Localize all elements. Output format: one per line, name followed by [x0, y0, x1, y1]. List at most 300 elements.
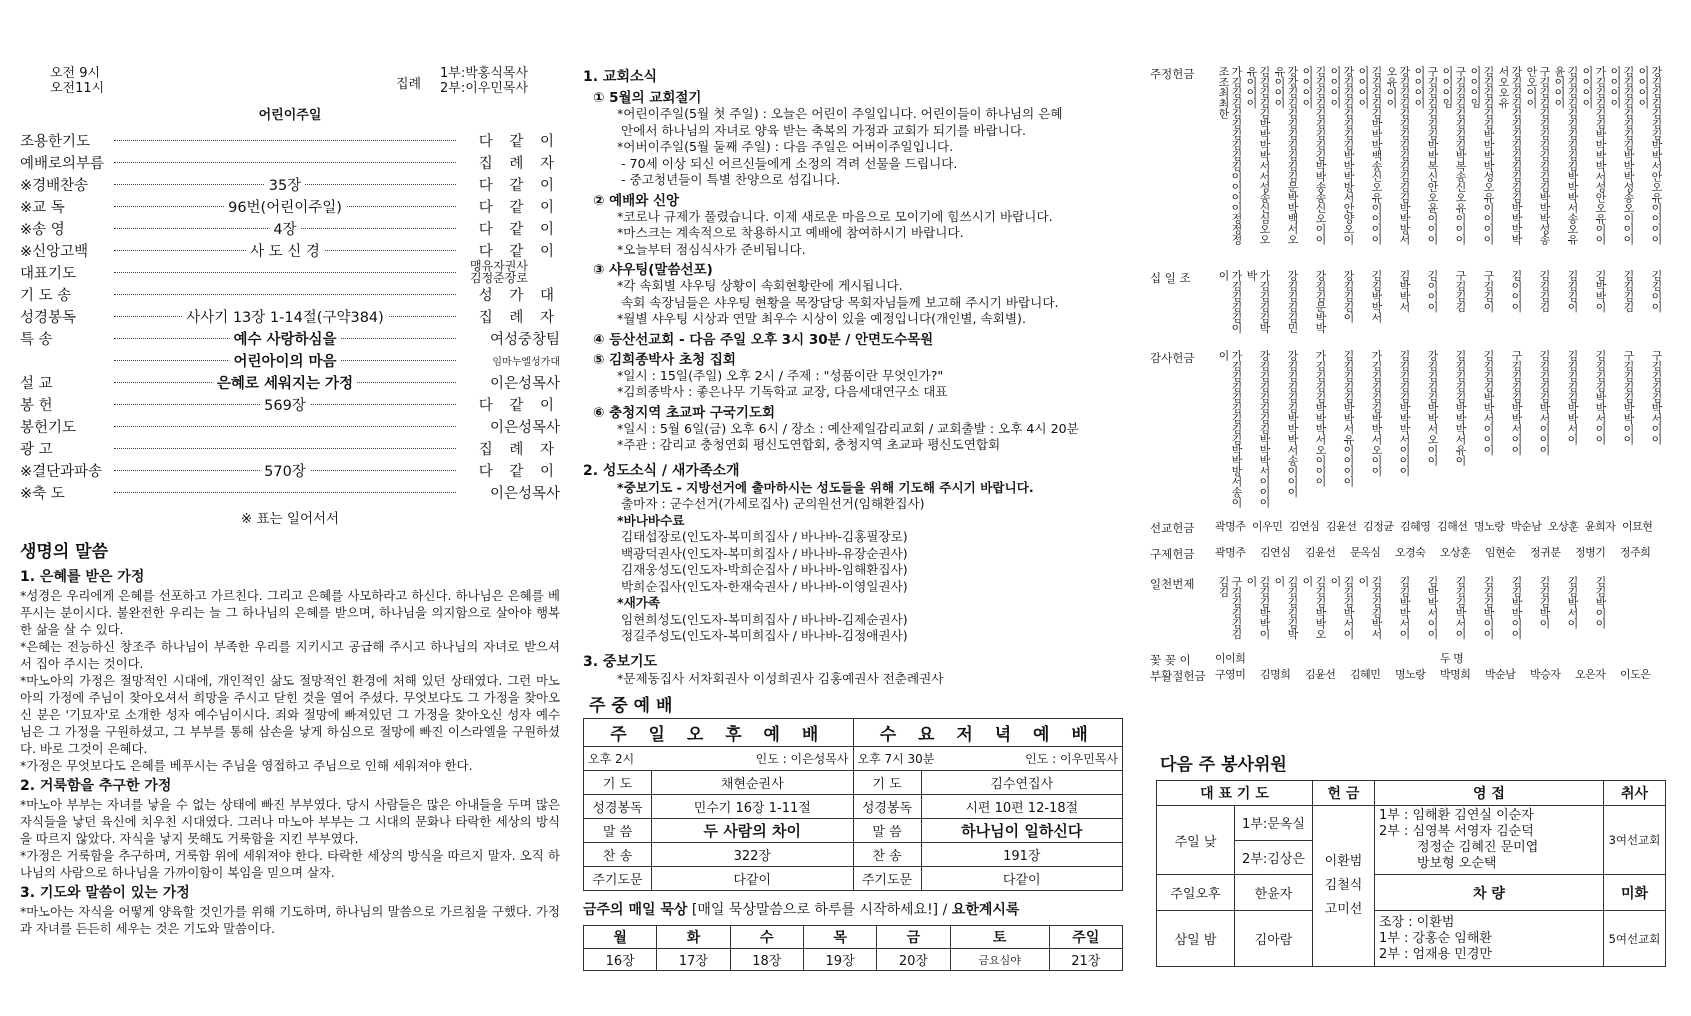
offering-names: 김연심 — [1289, 520, 1320, 533]
order-label: ※축 도 — [20, 485, 65, 502]
order-leader: 다 같 이 — [478, 397, 560, 414]
news-line: *오늘부터 점심식사가 준비됩니다. — [617, 241, 806, 257]
sermon-section — [20, 537, 560, 937]
member-line: 백광덕권사(인도자-복미희집사 / 바나바-유장순권사) — [617, 545, 908, 561]
order-row — [20, 415, 560, 437]
midweek-value: 두 사람의 차이 — [652, 819, 854, 843]
offering-names: 김김박박서이 — [1398, 576, 1411, 639]
leader-dots — [114, 331, 456, 348]
offering-label: 부활절헌금 — [1150, 669, 1206, 683]
midweek-label: 말 씀 — [584, 819, 652, 843]
leader-dots — [114, 309, 456, 326]
order-row — [20, 481, 560, 503]
wednesday-title: 수 요 저 녁 예 배 — [853, 719, 1123, 747]
midweek-row — [584, 867, 1123, 891]
offering-names: 구김김김 — [1454, 270, 1467, 312]
offering-label: 꽃 꽂 이 — [1150, 653, 1191, 667]
prayer-heading: 3. 중보기도 — [583, 653, 658, 670]
offering-names: 가김김김김김김김김박박방서송이이 — [1217, 350, 1243, 508]
offering-names: 이도은 — [1620, 668, 1651, 681]
order-label: 특 송 — [20, 331, 53, 348]
midweek-row — [584, 843, 1123, 867]
offering-names: 이묘현 — [1622, 520, 1653, 533]
offering-names: 구김김이 — [1482, 270, 1495, 312]
weekday: 월 — [584, 926, 657, 949]
order-item: 어린아이의 마음 — [229, 350, 340, 371]
order-row — [20, 195, 560, 217]
leader-dots — [114, 221, 456, 238]
offering-names: 강김김김김박박서오이이 — [1426, 350, 1439, 466]
officiant-label: 집례 — [396, 77, 422, 92]
sermon-paragraph: *마노아 부부는 자녀를 낳을 수 없는 상태에 빠진 부부였다. 당시 사람들은 많은 아내들을 두며 많은 자식들을 낳던 육신에 치우친 시대였다. 그러나 마노아 부부는 그 시대의 문화나 타락한 세상의 방식을 따르지 않았다. 자식을 낳지 못해도 거룩함을 지킨 부부였다. — [20, 797, 560, 846]
midweek-label: 기 도 — [584, 771, 652, 795]
weekday: 토 — [950, 926, 1049, 949]
order-item: 569장 — [260, 394, 310, 415]
order-label: ※신앙고백 — [20, 243, 89, 260]
member-line: 김재웅성도(인도자-박희순집사 / 바나바-임해환집사) — [617, 562, 908, 577]
leader-dots — [114, 463, 456, 480]
order-row — [20, 459, 560, 481]
leader-dots — [114, 177, 456, 194]
order-item: 570장 — [260, 460, 310, 481]
offering-names: 김김김김김박박서이 — [1566, 350, 1579, 445]
member-line: 김태섭장로(인도자-복미희집사 / 바나바-김홍필장로) — [617, 529, 908, 544]
offering-names: 김김김박서이 — [1454, 576, 1467, 639]
meditation-hymn: 20장 — [877, 949, 950, 971]
offering-names: 임현순 — [1485, 546, 1516, 559]
order-leader: 이은성목사 — [489, 419, 560, 436]
offering-names: 구김김김김김김박박복신안오윤이이이이이이이 — [1413, 66, 1439, 245]
sermon-paragraph: *가정은 거룩함을 추구하며, 거룩함 위에 세워져야 한다. 타락한 세상의 방식을 따르지 말자. 오직 하나님의 사람으로 하나님을 가까이함이 복임을 믿으며 살자. — [20, 848, 560, 880]
midweek-row — [584, 795, 1123, 819]
offering-names: 김김김박서이이 — [1329, 576, 1355, 639]
offering-names: 강김김김김김박박박서송이이이 — [1286, 350, 1299, 497]
order-item: 사 도 신 경 — [246, 240, 324, 261]
order-row — [20, 239, 560, 261]
order-row — [20, 371, 560, 393]
duty-header: 헌 금 — [1313, 781, 1375, 806]
order-label: 성경봉독 — [20, 309, 77, 326]
offering-names: 김김김김김김김김김김박박박서송오유윤이이이 — [1553, 66, 1579, 245]
order-row — [20, 217, 560, 239]
offering-names: 김김김박박오이 — [1301, 576, 1327, 639]
offering-names: 이이희 — [1215, 652, 1246, 665]
prayer-list: *문제동집사 서차회권사 이성희권사 김홍예권사 전춘례권사 — [617, 670, 944, 686]
member-line: 박희순집사(인도자-한재숙권사 / 바나바-이영일권사) — [617, 578, 908, 594]
offering-helper: 고미선 — [1324, 902, 1363, 917]
news-line: *어버이주일(5월 둘째 주일) : 다음 주일은 어버이주일입니다. — [617, 139, 954, 154]
offering-names: 강김김김이 — [1342, 270, 1355, 323]
order-row — [20, 327, 560, 349]
greeter-line: 방보형 오순택 — [1417, 856, 1497, 871]
sermon-point: 3. 기도와 말씀이 있는 가정 — [20, 885, 190, 901]
order-leader: 다 같 이 — [478, 177, 560, 194]
meditation-desc: [매일 묵상말씀으로 하루를 시작하세요!] — [691, 902, 939, 918]
offering-names: 곽명주 — [1215, 546, 1246, 559]
order-row — [20, 393, 560, 415]
offering-names: 강김김김김민 — [1286, 270, 1299, 333]
worship-order-column — [20, 0, 560, 937]
order-label: 기 도 송 — [20, 287, 72, 304]
sunday-pm-title: 주 일 오 후 예 배 — [584, 719, 854, 747]
meditation-hymn: 금요심야 — [950, 949, 1049, 971]
offering-names: 김박박서이이 — [1426, 576, 1439, 639]
offering-names: 강김김김김김김박박서안오유이이이이이이이이 — [1637, 66, 1663, 245]
order-label: 조용한기도 — [20, 133, 91, 150]
member-line: *중보기도 - 지방선거에 출마하시는 성도들을 위해 기도해 주시기 바랍니다. — [617, 479, 1034, 495]
offering-names: 김정균 — [1363, 520, 1394, 533]
offering-names: 오상훈 — [1440, 546, 1471, 559]
midweek-value: 322장 — [652, 843, 854, 867]
leader-dots — [114, 199, 456, 216]
members-heading: 2. 성도소식 / 새가족소개 — [583, 462, 740, 479]
order-leader: 맹유자권사 김정준장로 — [470, 259, 528, 285]
offering-names: 구김김김김박박서이이 — [1510, 350, 1523, 455]
service-header — [20, 66, 560, 102]
member-line: 출마자 : 군수선거(가세로집사) 군의원선거(임해환집사) — [617, 496, 925, 511]
wednesday-leader: 인도 : 이우민목사 — [1025, 752, 1118, 766]
sermon-title: 생명의 말씀 — [20, 542, 109, 562]
offering-names: 김김김김김김박박박박성오유이이이이이이이임 — [1469, 66, 1495, 245]
flower-header: 미화 — [1604, 875, 1666, 911]
order-label: 대표기도 — [20, 265, 77, 282]
offering-names: 박순남 — [1485, 668, 1516, 681]
offering-label: 주정헌금 — [1150, 67, 1195, 81]
news-subheading: ⑥ 충청지역 초교파 구국기도회 — [593, 404, 776, 421]
greeter-line: 정정순 김혜진 문미엽 — [1417, 840, 1539, 855]
offering-names: 김김김김김박박박서유이 — [1454, 350, 1467, 466]
midweek-value: 시편 10편 12-18절 — [921, 795, 1123, 819]
news-line: *일시 : 15일(주일) 오후 2시 / 주제 : "성품이란 무엇인가?" — [617, 367, 944, 383]
offering-names: 오상훈 — [1548, 520, 1579, 533]
preacher: 1부:박홍식목사 — [440, 66, 528, 81]
order-item: 사사기 13장 1-14절(구약384) — [182, 306, 388, 327]
offering-names: 강김김김김김김김김김김김김박박방서오유이이 — [1385, 66, 1411, 245]
news-line: *월별 샤우팅 시상과 연말 최우수 시상이 있을 예정입니다(개인별, 속회별). — [617, 311, 1026, 326]
order-leader: 다 같 이 — [478, 463, 560, 480]
news-subheading: ③ 샤우팅(말씀선포) — [593, 262, 713, 278]
order-row — [20, 129, 560, 151]
offering-names: 김김박박서 — [1370, 270, 1383, 323]
sermon-paragraph: *마노아의 가정은 절망적인 시대에, 개인적인 삶도 절망적인 환경에 처해 있던 상태였다. 그런 마노아의 가정에 주님이 찾아오셔서 희망을 주시고 닫힌 것을 열어 주셨다. 무엇보다도 그 가정을 찾아오신 분은 '기묘자'로 소개한 성자 예수님이시다. 죄와 절망에 빠져있던 그 가정을 찾아오신 성자 예수님은 그 가정을 구원하셨고, 그 부부를 통해 삼손을 낳게 하심으로 절망에 빠진 이스라엘을 구원하셨다. 바로 그것이 은혜다. — [20, 673, 560, 756]
meditation-hymn: 21장 — [1049, 949, 1122, 971]
midweek-value: 191장 — [921, 843, 1123, 867]
offering-label: 감사헌금 — [1150, 351, 1195, 365]
order-leader: 성 가 대 — [478, 287, 560, 304]
midweek-value: 김수연집사 — [921, 771, 1123, 795]
midweek-label: 찬 송 — [584, 843, 652, 867]
offering-names: 김김김김 — [1622, 270, 1635, 312]
vehicle-line: 1부 : 강홍순 임해환 — [1379, 930, 1492, 946]
offering-helper: 이환범 — [1324, 854, 1363, 869]
duty-person: 1부:문옥실 — [1235, 806, 1313, 841]
news-line: 안에서 하나님의 자녀로 양육 받는 축복의 가정과 교회가 되기를 바랍니다. — [617, 122, 1027, 138]
order-leader: 집 례 자 — [478, 309, 560, 326]
order-label: 봉헌기도 — [20, 419, 77, 436]
offering-names: 정병기 — [1575, 546, 1606, 559]
wednesday-time: 오후 7시 30분 — [857, 752, 935, 766]
duty-label: 주일오후 — [1157, 875, 1235, 911]
offering-names: 가김김김김박박 — [1245, 270, 1271, 333]
offering-names: 곽명주 — [1215, 520, 1246, 533]
member-line: 정길주성도(인도자-복미희집사 / 바나바-김정애권사) — [617, 628, 908, 643]
news-line: 속회 속장님들은 샤우팅 현황을 목장담당 목회자님들께 보고해 주시기 바랍니다. — [617, 294, 1059, 310]
leader-dots — [114, 397, 456, 414]
meditation-title: 금주의 매일 묵상 — [583, 902, 688, 918]
midweek-table — [583, 718, 1123, 891]
offering-names: 김윤선 — [1326, 520, 1357, 533]
offering-names: 명노랑 — [1395, 668, 1426, 681]
order-leader: 임마누엘성가대 — [492, 356, 560, 368]
midweek-value: 다같이 — [652, 867, 854, 891]
leader-dots — [114, 140, 456, 141]
offering-names: 김김김김박박서이이이 — [1482, 350, 1495, 455]
order-item: 4장 — [269, 218, 300, 239]
offering-label: 일천번제 — [1150, 577, 1195, 591]
offering-names: 강김김김김김김김박박박방서안양오이이이이이 — [1329, 66, 1355, 245]
order-leader: 집 례 자 — [478, 155, 560, 172]
offering-names: 가김김김김박박박서오이이이 — [1314, 350, 1327, 487]
midweek-title: 주 중 예 배 — [589, 696, 673, 716]
sermon-point: 1. 은혜를 받은 가정 — [20, 569, 145, 585]
meditation-hymn: 16장 — [584, 949, 657, 971]
duty-table — [1156, 780, 1666, 967]
offering-names: 오은자 — [1575, 668, 1606, 681]
offering-names: 김김김박박이이 — [1245, 576, 1271, 639]
offering-names: 강김김문박박 — [1314, 270, 1327, 333]
news-line: *마스크는 계속적으로 착용하시고 예배에 참여하시기 바랍니다. — [617, 225, 964, 240]
order-label: ※경배찬송 — [20, 177, 89, 194]
offering-names: 오경숙 — [1395, 546, 1426, 559]
offering-label: 구제헌금 — [1150, 547, 1195, 561]
day-title: 어린이주일 — [258, 108, 322, 123]
duty-header: 취사 — [1604, 781, 1666, 806]
offering-names: 가김김김김김박박서오이이 — [1370, 350, 1383, 476]
sermon-paragraph: *가정은 무엇보다도 은혜를 베푸시는 주님을 영접하고 주님으로 인해 세워져야 한다. — [20, 758, 473, 773]
meditation-hymn: 17장 — [657, 949, 730, 971]
order-label: ※결단과파송 — [20, 463, 103, 480]
duty-label: 삼일 밤 — [1157, 911, 1235, 967]
midweek-value: 채현순권사 — [652, 771, 854, 795]
order-leader: 다 같 이 — [478, 221, 560, 238]
offering-names: 김김김김김박박서유이이이이 — [1342, 350, 1355, 487]
offering-names: 김김김김김박박박박서서성송신심오오유이이이 — [1245, 66, 1271, 245]
midweek-row — [584, 771, 1123, 795]
order-of-worship — [20, 129, 560, 503]
order-row — [20, 151, 560, 173]
midweek-label: 성경봉독 — [584, 795, 652, 819]
leader-dots — [114, 448, 456, 449]
news-line: *김희종박사 : 좋은나무 기독학교 교장, 다음세대연구소 대표 — [617, 384, 948, 399]
offering-names: 구김김김김김김김김김김김박박박성송안오이이 — [1525, 66, 1551, 245]
leader-dots — [114, 426, 456, 427]
midweek-label: 주기도문 — [584, 867, 652, 891]
offering-names: 문옥심 — [1350, 546, 1381, 559]
midweek-value: 민수기 16장 1-11절 — [652, 795, 854, 819]
meditation-table — [583, 925, 1123, 971]
leader-dots — [114, 294, 456, 295]
weekday: 화 — [657, 926, 730, 949]
offering-names: 김김김김김김김김박박박성송오이이이이이이이 — [1609, 66, 1635, 245]
news-subheading: ① 5월의 교회절기 — [593, 90, 702, 106]
news-line: *주관 : 감리교 충청연회 평신도연합회, 충청지역 초교파 평신도연합회 — [617, 437, 1001, 452]
order-leader: 집 례 자 — [478, 441, 560, 458]
duty-header: 대 표 기 도 — [1157, 781, 1313, 806]
meditation-line: 금주의 매일 묵상 [매일 묵상말씀으로 하루를 시작하세요!] / 요한계시록 — [583, 902, 1020, 918]
offering-names: 김박박이 — [1594, 270, 1607, 312]
sermon-paragraph: *성경은 우리에게 은혜를 선포하고 가르친다. 그리고 은혜를 사모하라고 하신다. 하나님은 은혜를 베푸시는 분이시다. 불완전한 우리는 늘 그 하나님의 은혜를 받으며, 하나님을 의지함으로 살아야 행복한 삶을 살 수 있다. — [20, 588, 560, 637]
offering-names: 김김김김김박박박서이이이 — [1398, 350, 1411, 476]
offering-names: 정귀분 — [1530, 546, 1561, 559]
sunday-pm-leader: 인도 : 이은성목사 — [755, 752, 849, 766]
order-row — [20, 349, 560, 371]
member-line: *새가족 — [617, 595, 661, 610]
offering-names: 강김김김김김김김박박박서이이이 — [1258, 350, 1271, 508]
offering-names: 김김김김김박박박백송신오유이이이이이이이이 — [1357, 66, 1383, 245]
order-row — [20, 261, 560, 283]
order-leader: 다 같 이 — [478, 243, 560, 260]
offering-names: 김김박박이이 — [1510, 576, 1523, 639]
news-line: *일시 : 5월 6일(금) 오후 6시 / 장소 : 예산제일감리교회 / 교회출발 : 오후 4시 20분 — [617, 420, 1079, 436]
news-line: *어린이주일(5월 첫 주일) : 오늘은 어린이 주일입니다. 어린이들이 하나님의 은혜 — [617, 106, 1063, 121]
order-row — [20, 283, 560, 305]
order-leader: 다 같 이 — [478, 199, 560, 216]
order-label: 봉 헌 — [20, 397, 53, 414]
order-item: 예수 사랑하심을 — [229, 328, 340, 349]
offering-names: 김김김김김박서이이이 — [1538, 350, 1551, 455]
vehicle-line: 2부 : 엄재용 민경만 — [1379, 946, 1492, 962]
news-line: *코로나 규제가 풀렸습니다. 이제 새로운 마음으로 모이기에 힘쓰시기 바랍니다. — [617, 208, 1053, 224]
news-line: - 중고청년들이 특별 찬양으로 섬깁니다. — [617, 172, 841, 187]
rise-note: ※ 표는 일어서서 — [240, 511, 340, 527]
leader-dots — [114, 492, 456, 493]
order-row — [20, 437, 560, 459]
order-row — [20, 173, 560, 195]
vehicle-line: 조장 : 이환범 — [1379, 914, 1455, 930]
order-item: 35장 — [265, 174, 305, 195]
offering-names: 구김김김김박서이이 — [1650, 350, 1663, 445]
offering-names: 김윤선 — [1305, 668, 1336, 681]
offering-names: 김해선 — [1437, 520, 1468, 533]
member-line: *바나바수료 — [617, 512, 685, 528]
meditation-hymn: 19장 — [803, 949, 876, 971]
offering-names: 이우민 — [1252, 520, 1283, 533]
order-leader: 이은성목사 — [489, 375, 560, 392]
leader-dots — [114, 353, 456, 370]
offering-names: 김박박서 — [1398, 270, 1411, 312]
offering-names: 김김김김 — [1538, 270, 1551, 312]
midweek-value: 다같이 — [921, 867, 1123, 891]
offering-names: 김혜민 — [1350, 668, 1381, 681]
offering-names: 가김김김김김김김김김이이이이정정정조조최최한 — [1217, 66, 1243, 245]
weekday: 목 — [803, 926, 876, 949]
weekday: 수 — [730, 926, 803, 949]
offering-names: 김김김이 — [1566, 270, 1579, 312]
offering-names: 김김김김김김김김김박박송송신오이이이이이이 — [1301, 66, 1327, 245]
offering-names: 김김김박이이 — [1482, 576, 1495, 639]
midweek-value: 하나님이 일하신다 — [921, 819, 1123, 843]
offering-names: 김혜영 — [1400, 520, 1431, 533]
duty-header: 영 접 — [1375, 781, 1604, 806]
order-item: 96번(어린이주일) — [224, 196, 346, 217]
offering-names: 구김김김김김김김 — [1217, 576, 1243, 639]
weekday: 주일 — [1049, 926, 1122, 949]
sermon-paragraph: *은혜는 전능하신 창조주 하나님이 부족한 우리를 지키시고 공급해 주시고 하나님의 자녀로 받으셔서 집아 주시는 것이다. — [20, 639, 560, 671]
sermon-point: 2. 거룩함을 추구한 가정 — [20, 778, 172, 794]
news-line: *각 속회별 샤우팅 상황이 속회현황란에 게시됩니다. — [617, 278, 903, 293]
offering-names: 정주희 — [1620, 546, 1651, 559]
offering-names: 박승자 — [1530, 668, 1561, 681]
offering-names: 강김김김김김김김김김김김김박박박박서오오유 — [1497, 66, 1523, 245]
order-label: 예배로의부름 — [20, 155, 105, 172]
meditation-book: 요한계시록 — [951, 902, 1020, 918]
offering-label: 선교헌금 — [1150, 521, 1195, 535]
offering-helper: 김철식 — [1324, 878, 1363, 893]
meditation-hymn: 18장 — [730, 949, 803, 971]
duty-person: 김아람 — [1235, 911, 1313, 967]
leader-dots — [114, 162, 456, 163]
offering-names: 김김김김김박이 — [1273, 576, 1299, 639]
offering-names: 두 명 — [1440, 652, 1464, 665]
order-item: 은혜로 세워지는 가정 — [213, 372, 357, 393]
preacher: 2부:이우민목사 — [440, 81, 528, 96]
order-label: ※송 영 — [20, 221, 65, 238]
offering-names: 김김박이이 — [1594, 576, 1607, 629]
order-label: 설 교 — [20, 375, 53, 392]
midweek-label: 주기도문 — [853, 867, 921, 891]
order-leader: 여성중창팀 — [489, 331, 560, 348]
cook-group: 5여선교회 — [1604, 911, 1666, 967]
news-line: - 70세 이상 되신 어르신들에게 소정의 격려 선물을 드립니다. — [617, 155, 958, 171]
order-leader: 이은성목사 — [489, 485, 560, 502]
offering-names: 구김김김김박박이이 — [1622, 350, 1635, 445]
service-time: 오전11시 — [50, 81, 105, 96]
news-heading: 1. 교회소식 — [583, 69, 658, 85]
offering-names: 박명희 — [1440, 668, 1471, 681]
duty-title: 다음 주 봉사위원 — [1160, 755, 1287, 775]
sunday-pm-time: 오후 2시 — [588, 752, 635, 766]
offering-names: 김이이이 — [1510, 270, 1523, 312]
order-row — [20, 305, 560, 327]
leader-dots — [114, 375, 456, 392]
greeter-line: 1부 : 임해환 김연실 이순자 — [1379, 808, 1534, 823]
offering-names: 김김이이 — [1650, 270, 1663, 312]
cook-group: 3여선교회 — [1604, 806, 1666, 875]
offering-names: 가김김김김이이 — [1217, 270, 1243, 333]
offering-names: 구영미 — [1215, 668, 1246, 681]
leader-dots — [114, 272, 456, 273]
offering-names: 윤희자 — [1585, 520, 1616, 533]
news-subheading: ④ 등산선교회 - 다음 주일 오후 3시 30분 / 안면도수목원 — [593, 331, 934, 348]
midweek-label: 성경봉독 — [853, 795, 921, 819]
offering-names: 김김김박이 — [1538, 576, 1551, 629]
duty-person: 2부:김상은 — [1235, 840, 1313, 875]
vehicle-header: 차 량 — [1375, 875, 1604, 911]
member-line: 임현희성도(인도자-복미희집사 / 바나바-김제순권사) — [617, 611, 908, 627]
weekday: 금 — [877, 926, 950, 949]
sermon-paragraph: *마노아는 자식을 어떻게 양육할 것인가를 위해 기도하며, 하나님의 말씀으로 가르침을 구했다. 가정과 자녀를 든든히 세우는 것은 기도와 말씀이다. — [20, 904, 560, 936]
offering-names: 김김김김박박서이이 — [1594, 350, 1607, 445]
midweek-label: 말 씀 — [853, 819, 921, 843]
offering-names: 명노랑 — [1474, 520, 1505, 533]
order-label: ※교 독 — [20, 199, 65, 216]
news-column — [583, 62, 1123, 971]
offering-label: 십 일 조 — [1150, 271, 1191, 285]
offering-names: 김이이이 — [1426, 270, 1439, 312]
midweek-row — [584, 819, 1123, 843]
offering-names: 김김박서이 — [1566, 576, 1579, 629]
offering-names: 김김김김박서이 — [1357, 576, 1383, 639]
